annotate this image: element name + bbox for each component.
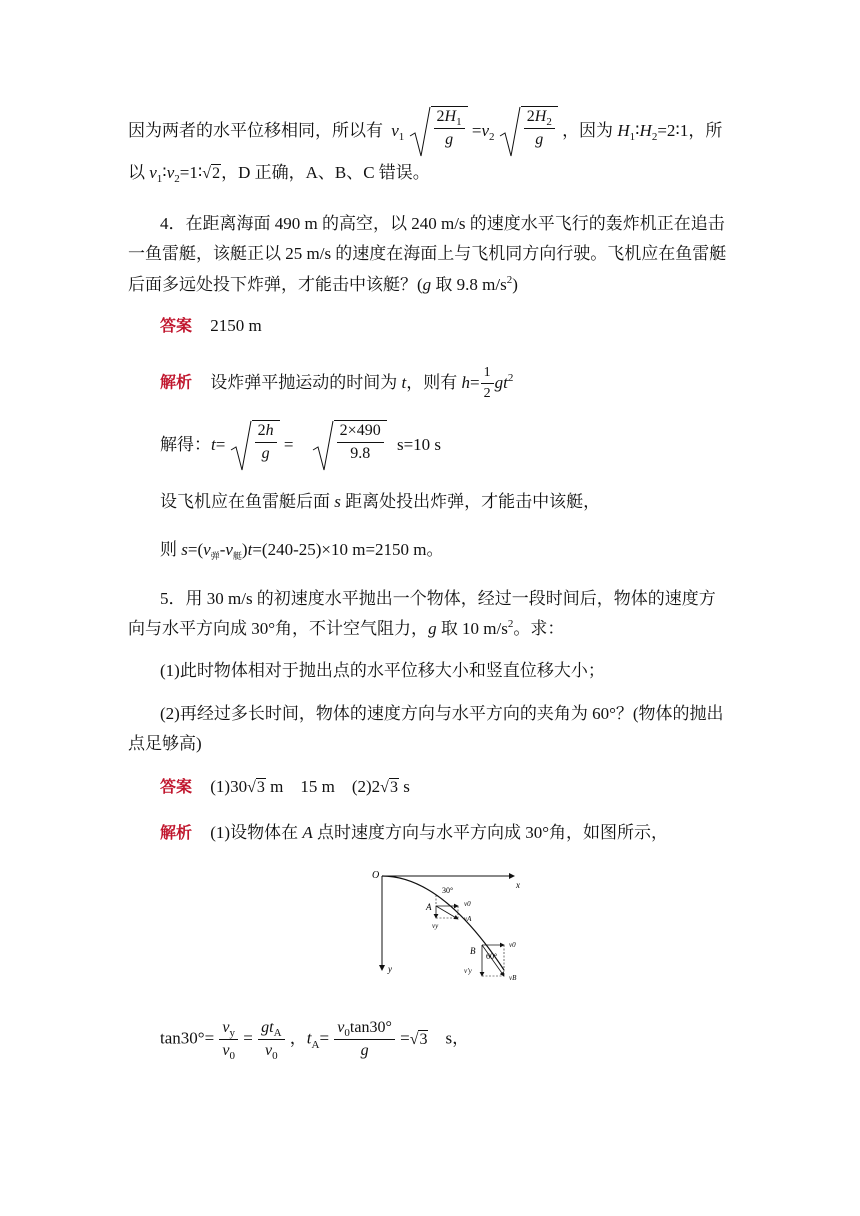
angle-60-label: 60° xyxy=(486,952,498,961)
question-5-sub-2b: 点足够高) xyxy=(128,734,202,753)
x-label: x xyxy=(516,880,520,890)
y-label: y xyxy=(388,964,392,974)
origin-label: O xyxy=(372,870,380,881)
va-label: vA xyxy=(464,915,472,923)
text-line-p1-1: 因为两者的水平位移相同，所以有 $v_1$ $\frac{2H_1}{g}$ $=v_2$ $\frac{2H_2}{g}$ ，因为 $H_1∶H_2=2∶1$，所 xyxy=(128,106,722,158)
answer-label: 答案 xyxy=(160,777,193,796)
q5-answer-row: 答案 (1)30√3 m 15 m (2)2√3 s xyxy=(160,777,410,796)
question-4-line-3: 后面多远处投下炸弹，才能击中该艇？(g 取 9.8 $m/s^2$) xyxy=(128,274,518,294)
v0-label-a: v0 xyxy=(464,900,471,908)
vy-label: vy xyxy=(432,922,439,930)
q4-analysis-row: 解析 设炸弹平抛运动的时间为 t，则有 h= $\frac{1}{2}$ $gt^2$ xyxy=(160,365,514,401)
analysis-label: 解析 xyxy=(160,823,193,842)
answer-label: 答案 xyxy=(160,316,193,335)
question-5-line-1: 5．用 30 m/s 的初速度水平抛出一个物体，经过一段时间后，物体的速度方 xyxy=(160,589,716,608)
vb-label: vB xyxy=(509,974,517,982)
q4-answer-value: 2150 m xyxy=(210,316,262,335)
angle-30-label: 30° xyxy=(442,886,454,895)
sqrt-2h-over-g: $\frac{2h}{g}$ xyxy=(230,420,280,472)
v0-label-b: v0 xyxy=(509,941,516,949)
q4-solve-row: 解得：t= $\frac{2h}{g}$ = $\frac{2\times 490}{9.8}$ s=10 s xyxy=(160,420,441,472)
q5-final-formula: tan30°= $\frac{v_y}{v_0}$ = $\frac{gt_A}{v_0}$ ，$t_A=$ $\frac{v_0\tan 30^\circ}{g}$ =√3 s， xyxy=(160,1019,470,1062)
sqrt-2h1-over-g: $\frac{2H_1}{g}$ xyxy=(409,106,468,158)
vy-prime-label: v′y xyxy=(464,967,472,975)
point-b-label: B xyxy=(470,946,476,956)
question-5-line-2: 向与水平方向成 30°角，不计空气阻力，g 取 10 $m/s^2$。求： xyxy=(128,618,565,638)
question-4-line-2: 一鱼雷艇，该艇正以 25 m/s 的速度在海面上与飞机同方向行驶。飞机应在鱼雷艇 xyxy=(128,244,727,263)
q4-answer-row xyxy=(160,317,262,334)
q5-analysis-row: 解析 (1)设物体在 A 点时速度方向与水平方向成 30°角，如图所示， xyxy=(160,823,669,842)
sqrt-2h2-over-g: $\frac{2H_2}{g}$ xyxy=(499,106,558,158)
text-line-p1-2: 以 $v_1∶v_2=1∶√2$，D 正确，A、B、C 错误。 xyxy=(128,163,430,185)
q4-line-calc: 则 $s=(v_弹-v_艇)t=(240-25)\times 10$ m=2150 m。 xyxy=(160,540,444,561)
q4-line-s: 设飞机应在鱼雷艇后面 s 距离处投出炸弹，才能击中该艇， xyxy=(160,492,601,511)
question-5-sub-2a: (2)再经过多长时间，物体的速度方向与水平方向的夹角为 60°？(物体的抛出 xyxy=(160,704,724,723)
projectile-figure xyxy=(364,862,534,988)
point-a-label: A xyxy=(426,902,432,912)
analysis-label: 解析 xyxy=(160,372,193,392)
sqrt-2x490-over-9.8: $\frac{2\times 490}{9.8}$ xyxy=(312,420,387,472)
question-5-sub-1: (1)此时物体相对于抛出点的水平位移大小和竖直位移大小； xyxy=(160,661,605,680)
question-4-line-1: 4．在距离海面 490 m 的高空，以 240 m/s 的速度水平飞行的轰炸机正在追击 xyxy=(160,214,725,233)
